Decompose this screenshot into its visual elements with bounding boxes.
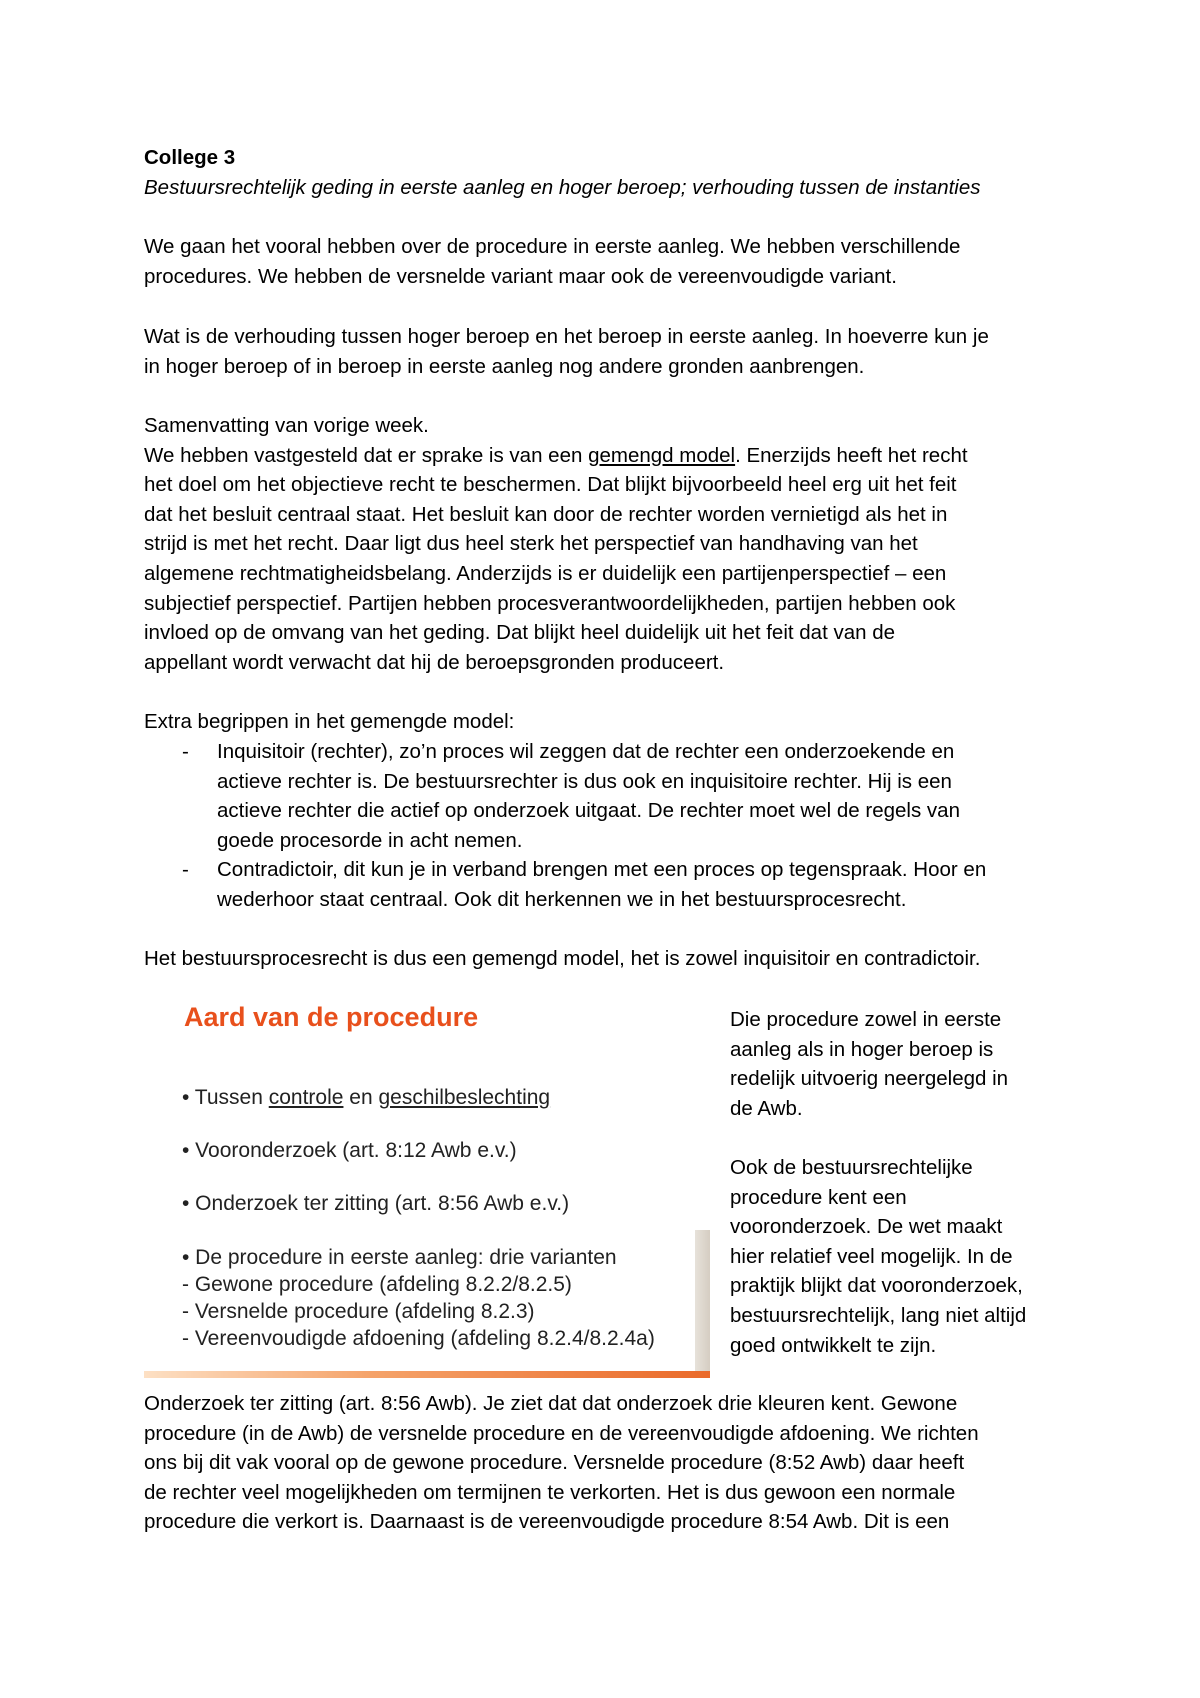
text-line: procedures. We hebben de versnelde variant maar ook de vereenvoudigde variant. bbox=[144, 264, 897, 288]
text-fragment: We hebben vastgesteld dat er sprake is van een bbox=[144, 443, 589, 467]
underlined-term: gemengd model bbox=[588, 443, 736, 467]
paragraph-relation bbox=[144, 322, 1064, 381]
text-line: Ook de bestuursrechtelijke bbox=[730, 1155, 973, 1179]
extra-heading: Extra begrippen in het gemengde model: bbox=[144, 710, 515, 733]
dash-marker: - bbox=[182, 740, 189, 763]
text-line: procedure die verkort is. Daarnaast is de vereenvoudigde procedure 8:54 Awb. Dit is een bbox=[144, 1510, 950, 1534]
text-line: aanleg als in hoger beroep is bbox=[730, 1037, 994, 1061]
bullet-list bbox=[144, 737, 1074, 915]
text-line: dat het besluit centraal staat. Het besluit kan door de rechter worden vernietigd als het in bbox=[144, 502, 948, 526]
text-fragment: • Tussen bbox=[182, 1086, 269, 1109]
text-line: de rechter veel mogelijkheden om termijnen te verkorten. Het is dus gewoon een normale bbox=[144, 1480, 956, 1504]
spacer bbox=[730, 1123, 1070, 1153]
text-line: wederhoor staat centraal. Ook dit herkennen we in het bestuursprocesrecht. bbox=[217, 887, 907, 911]
underlined-term: geschilbeslechting bbox=[378, 1086, 551, 1109]
text-line: subjectief perspectief. Partijen hebben procesverantwoordelijkheden, partijen hebben ook bbox=[144, 591, 956, 615]
text-line: hier relatief veel mogelijk. In de bbox=[730, 1244, 1013, 1268]
text-line: procedure kent een bbox=[730, 1185, 907, 1209]
text-line: Wat is de verhouding tussen hoger beroep en het beroep in eerste aanleg. In hoeverre kun je bbox=[144, 325, 989, 348]
text-line: Onderzoek ter zitting (art. 8:56 Awb). Je ziet dat dat onderzoek drie kleuren kent. Gewone bbox=[144, 1392, 958, 1415]
slide-item: - Versnelde procedure (afdeling 8.2.3) bbox=[182, 1300, 535, 1323]
paragraph-summary bbox=[144, 411, 1064, 677]
slide-item bbox=[182, 1086, 550, 1110]
text-line: redelijk uitvoerig neergelegd in bbox=[730, 1067, 1009, 1091]
dash-marker: - bbox=[182, 858, 189, 882]
slide-decoration bbox=[695, 1230, 710, 1378]
list-item bbox=[144, 855, 1074, 914]
text-line: goede procesorde in acht nemen. bbox=[217, 828, 523, 852]
text-line: Contradictoir, dit kun je in verband brengen met een proces op tegenspraak. Hoor en bbox=[217, 858, 987, 882]
text-line: We gaan het vooral hebben over de procedure in eerste aanleg. We hebben verschillende bbox=[144, 235, 961, 258]
slide-item: • Onderzoek ter zitting (art. 8:56 Awb e.v.) bbox=[182, 1192, 570, 1215]
text-line: appellant wordt verwacht dat hij de beroepsgronden produceert. bbox=[144, 650, 725, 674]
text-line: praktijk blijkt dat vooronderzoek, bbox=[730, 1274, 1023, 1298]
paragraph-extra-heading bbox=[144, 707, 1064, 737]
text-line bbox=[144, 441, 1064, 471]
text-fragment: . Enerzijds heeft het recht bbox=[735, 443, 968, 467]
slide-item: - Gewone procedure (afdeling 8.2.2/8.2.5) bbox=[182, 1273, 572, 1296]
text-line: goed ontwikkelt te zijn. bbox=[730, 1333, 937, 1357]
text-line: Inquisitoir (rechter), zo’n proces wil zeggen dat de rechter een onderzoekende en bbox=[217, 740, 955, 763]
text-line: Die procedure zowel in eerste bbox=[730, 1008, 1002, 1031]
side-text bbox=[730, 1005, 1070, 1360]
text-line: Het bestuursprocesrecht is dus een gemengd model, het is zowel inquisitoir en contradictoir. bbox=[144, 947, 981, 970]
text-line: procedure (in de Awb) de versnelde procedure en de vereenvoudigde afdoening. We richten bbox=[144, 1421, 979, 1445]
slide-accent-bar bbox=[144, 1371, 710, 1378]
slide-image bbox=[144, 990, 710, 1378]
text-line: invloed op de omvang van het geding. Dat blijkt heel duidelijk uit het feit dat van de bbox=[144, 621, 896, 645]
underlined-term: controle bbox=[268, 1086, 344, 1109]
slide-title: Aard van de procedure bbox=[184, 1002, 479, 1032]
paragraph-conclusion bbox=[144, 944, 1064, 974]
text-line: actieve rechter is. De bestuursrechter is dus ook en inquisitoire rechter. Hij is een bbox=[217, 769, 952, 793]
list-item bbox=[144, 737, 1074, 855]
text-line: het doel om het objectieve recht te beschermen. Dat blijkt bijvoorbeeld heel erg uit het feit bbox=[144, 473, 957, 497]
slide-item: • De procedure in eerste aanleg: drie varianten bbox=[182, 1246, 617, 1269]
paragraph-intro bbox=[144, 232, 1064, 291]
slide-item: • Vooronderzoek (art. 8:12 Awb e.v.) bbox=[182, 1139, 517, 1162]
text-line: strijd is met het recht. Daar ligt dus heel sterk het perspectief van handhaving van het bbox=[144, 532, 918, 556]
text-line: algemene rechtmatigheidsbelang. Anderzijds is er duidelijk een partijenperspectief – een bbox=[144, 561, 947, 585]
page-subtitle: Bestuursrechtelijk geding in eerste aanleg en hoger beroep; verhouding tussen de instanties bbox=[144, 176, 981, 199]
summary-heading: Samenvatting van vorige week. bbox=[144, 414, 429, 437]
text-line: actieve rechter die actief op onderzoek uitgaat. De rechter moet wel de regels van bbox=[217, 799, 960, 823]
text-line: vooronderzoek. De wet maakt bbox=[730, 1215, 1003, 1239]
paragraph-hearing bbox=[144, 1389, 1064, 1537]
page-title: College 3 bbox=[144, 146, 236, 169]
slide-item: - Vereenvoudigde afdoening (afdeling 8.2.4/8.2.4a) bbox=[182, 1327, 655, 1350]
text-line: ons bij dit vak vooral op de gewone procedure. Versnelde procedure (8:52 Awb) daar heeft bbox=[144, 1451, 965, 1475]
text-fragment: en bbox=[343, 1086, 379, 1109]
text-line: bestuursrechtelijk, lang niet altijd bbox=[730, 1303, 1027, 1327]
text-line: in hoger beroep of in beroep in eerste aanleg nog andere gronden aanbrengen. bbox=[144, 354, 865, 378]
text-line: de Awb. bbox=[730, 1096, 803, 1120]
